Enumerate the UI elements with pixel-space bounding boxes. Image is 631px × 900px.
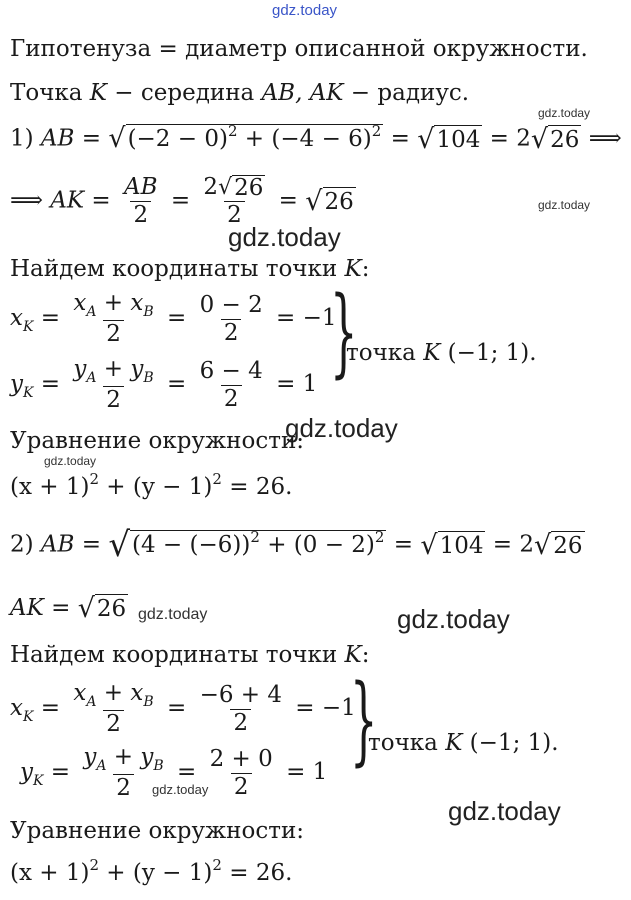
statement-line: Гипотенуза = диаметр описанной окружности. [10, 36, 588, 62]
fraction: $\frac{y_A + y_B}{2}$ [83, 744, 164, 801]
step-number: 1) [10, 125, 41, 152]
equals: = [74, 125, 109, 152]
fraction: $\frac{y_A + y_B}{2}$ [73, 356, 154, 413]
sqrt-expression: √ $(4 - (-6))^2 + (0 - 2)^2$ [108, 525, 385, 565]
formula-ab-1: 1) AB = √ $(-2 - 0)^2 + (-4 - 6)^2$ = √ 104 = 2 √ 26 ⟹ [10, 122, 622, 155]
fraction: 2 √ 26 2 [203, 174, 264, 228]
heading-circle-equation: Уравнение окружности: [10, 428, 305, 454]
implies-arrow: ⟹ [588, 125, 622, 152]
watermark-large: gdz.today [228, 222, 341, 252]
fraction: $\frac{0 - 2}{2}$ [199, 291, 263, 346]
fraction: $\frac{6 - 4}{2}$ [199, 357, 263, 412]
statement-line [10, 80, 469, 106]
formula-xk-1: $x_K$ = $\frac{x_A + x_B}{2}$ = $\frac{0 - 2}{2}$ = −1 [10, 290, 337, 347]
fraction: $\frac{AB}{2}$ [124, 174, 158, 228]
watermark-small: gdz.today [538, 106, 591, 120]
circle-equation-1: $(x + 1)^2 + (y - 1)^2 = 26$. [10, 470, 293, 500]
fraction: $\frac{-6 + 4}{2}$ [199, 681, 282, 736]
point-label: K [89, 80, 107, 106]
formula-xk-2: $x_K$ = $\frac{x_A + x_B}{2}$ = $\frac{-6 + 4}{2}$ = −1 [10, 680, 356, 737]
point-k-result: точка K (−1; 1). [368, 730, 559, 756]
point-k-result: точка K (−1; 1). [346, 340, 537, 366]
text: − радиус. [343, 80, 470, 106]
sqrt-26: √ 26 [305, 185, 354, 217]
fraction: $\frac{2 + 0}{2}$ [209, 745, 273, 800]
curly-brace: } [350, 664, 378, 776]
formula-yk-2: $y_K$ = $\frac{y_A + y_B}{2}$ = $\frac{2 + 0}{2}$ = 1 [20, 744, 328, 801]
watermark-small: gdz.today [152, 782, 209, 797]
heading-find-k: Найдем координаты точки K: [10, 642, 370, 668]
text: − середина [106, 80, 262, 106]
watermark-large: gdz.today [397, 604, 510, 634]
heading-circle-equation: Уравнение окружности: [10, 818, 305, 844]
text: Точка [10, 80, 90, 106]
formula-ak-2: AK = √ 26 [10, 593, 127, 624]
watermark-large: gdz.today [448, 796, 561, 826]
watermark-large: gdz.today [285, 413, 398, 443]
sqrt-104: √ 104 [417, 123, 481, 155]
sqrt-26: √ 26 [534, 529, 583, 561]
sqrt-expression: √ $(-2 - 0)^2 + (-4 - 6)^2$ [108, 122, 382, 154]
formula-ab-2: 2) AB = √ $(4 - (-6))^2 + (0 - 2)^2$ = √ 104 = 2 √ 26 [10, 525, 583, 565]
curly-brace: } [330, 276, 358, 388]
segment-labels: AB, AK [261, 80, 344, 106]
formula-yk-1: $y_K$ = $\frac{y_A + y_B}{2}$ = $\frac{6 - 4}{2}$ = 1 [10, 356, 318, 413]
watermark-small: gdz.today [44, 454, 97, 468]
watermark-top: gdz.today [272, 2, 338, 19]
sqrt-26: √ 26 [530, 123, 580, 155]
implies-arrow: ⟹ [10, 187, 43, 214]
fraction: $\frac{x_A + x_B}{2}$ [73, 290, 154, 347]
watermark-small: gdz.today [138, 606, 208, 623]
formula-ak-1: ⟹ AK = $\frac{AB}{2}$ = 2 √ 26 2 = √ 26 [10, 174, 354, 228]
heading-find-k: Найдем координаты точки K: [10, 256, 370, 282]
segment-ab: AB [40, 125, 75, 152]
circle-equation-2: $(x + 1)^2 + (y - 1)^2 = 26$. [10, 856, 293, 886]
sqrt-104: √ 104 [420, 529, 484, 561]
sqrt-26: √ 26 [77, 593, 127, 624]
segment-ak: AK [50, 187, 85, 214]
watermark-small: gdz.today [538, 198, 591, 212]
fraction: $\frac{x_A + x_B}{2}$ [73, 680, 154, 737]
